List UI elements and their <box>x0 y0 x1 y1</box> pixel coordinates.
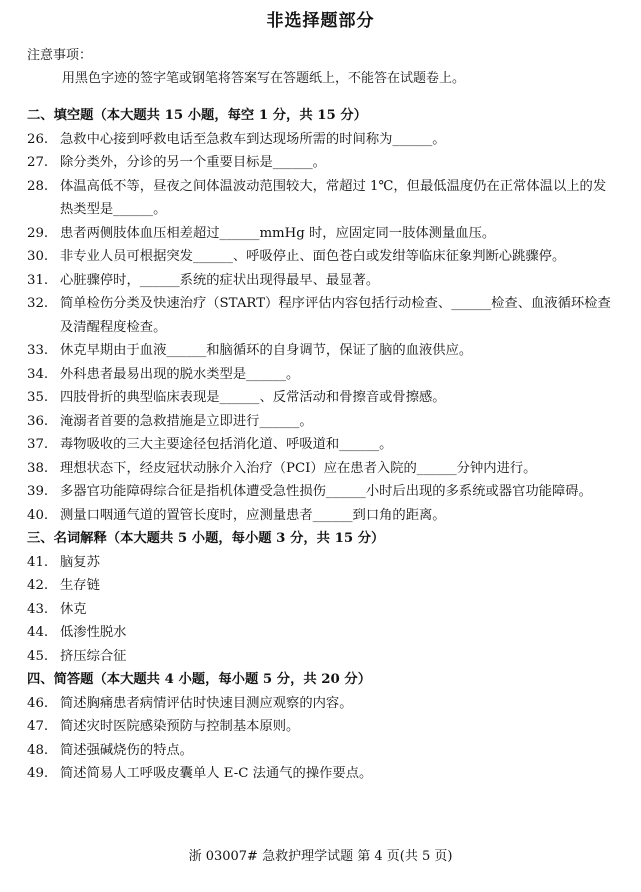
question-text: 简述强碱烧伤的特点。 <box>60 742 193 758</box>
question-number: 39. <box>27 484 49 499</box>
question-item <box>27 645 617 669</box>
question-text: 急救中心接到呼救电话至急救车到达现场所需的时间称为______。 <box>60 131 446 147</box>
question-item <box>27 292 617 339</box>
question-number: 42. <box>27 578 49 593</box>
question-number: 38. <box>27 460 49 476</box>
section-heading-terms: 三、名词解释（本大题共 5 小题，每小题 3 分，共 15 分） <box>27 531 385 546</box>
question-text: 简单检伤分类及快速治疗（START）程序评估内容包括行动检查、______检查、血液循环检查及清醒程度检查。 <box>60 296 611 335</box>
question-text: 休克早期由于血液______和脑循环的自身调节，保证了脑的血液供应。 <box>60 343 473 358</box>
section-heading-fill-in: 二、填空题（本大题共 15 小题，每空 1 分，共 15 分） <box>27 108 367 123</box>
fill-in-questions <box>27 128 617 528</box>
question-number: 45. <box>27 648 49 664</box>
question-text: 简述简易人工呼吸皮囊单人 E-C 法通气的操作要点。 <box>60 766 373 781</box>
question-number: 49. <box>27 766 49 781</box>
section-heading-short-answer: 四、简答题（本大题共 4 小题，每小题 5 分，共 20 分） <box>27 672 372 687</box>
question-item <box>27 269 617 293</box>
question-number: 34. <box>27 366 49 382</box>
question-number: 36. <box>27 413 49 429</box>
question-number: 40. <box>27 507 49 523</box>
term-questions <box>27 551 617 669</box>
question-text: 外科患者最易出现的脱水类型是______。 <box>60 366 300 382</box>
question-text: 测量口咽通气道的置管长度时，应测量患者______到口角的距离。 <box>60 507 446 523</box>
question-item <box>27 574 617 598</box>
question-text: 心脏骤停时，______系统的症状出现得最早、最显著。 <box>60 272 380 288</box>
question-text: 多器官功能障碍综合征是指机体遭受急性损伤______小时后出现的多系统或器官功能障碍。 <box>60 484 592 499</box>
question-number: 46. <box>27 695 49 711</box>
question-text: 休克 <box>60 601 87 617</box>
question-number: 30. <box>27 249 49 264</box>
question-number: 37. <box>27 437 49 452</box>
question-text: 毒物吸收的三大主要途径包括消化道、呼吸道和______。 <box>60 437 393 452</box>
question-item <box>27 739 617 763</box>
question-number: 32. <box>27 296 49 311</box>
question-number: 48. <box>27 742 49 758</box>
question-item <box>27 762 617 786</box>
question-item <box>27 551 617 575</box>
question-item <box>27 386 617 410</box>
question-number: 35. <box>27 390 49 405</box>
question-text: 简述灾时医院感染预防与控制基本原则。 <box>60 719 300 734</box>
question-text: 理想状态下，经皮冠状动脉介入治疗（PCI）应在患者入院的______分钟内进行。 <box>60 460 537 476</box>
question-number: 41. <box>27 554 49 570</box>
question-item <box>27 433 617 457</box>
question-item <box>27 175 617 222</box>
question-number: 26. <box>27 131 49 147</box>
question-number: 31. <box>27 272 49 288</box>
page-footer: 浙 03007# 急救护理学试题 第 4 页(共 5 页) <box>188 849 453 864</box>
question-item <box>27 692 617 716</box>
question-number: 28. <box>27 178 49 194</box>
question-text: 低渗性脱水 <box>60 625 127 640</box>
notice-heading: 注意事项： <box>27 48 93 63</box>
question-text: 挤压综合征 <box>60 648 127 664</box>
short-answer-questions <box>27 692 617 786</box>
question-item <box>27 363 617 387</box>
question-text: 脑复苏 <box>60 554 100 570</box>
question-text: 体温高低不等，昼夜之间体温波动范围较大，常超过 1℃，但最低温度仍在正常体温以上的发热类型是______。 <box>60 178 607 217</box>
question-text: 除分类外，分诊的另一个重要目标是______。 <box>60 155 326 170</box>
question-item <box>27 245 617 269</box>
question-text: 四肢骨折的典型临床表现是______、反常活动和骨擦音或骨擦感。 <box>60 390 446 405</box>
question-number: 33. <box>27 343 49 358</box>
question-item <box>27 339 617 363</box>
question-text: 淹溺者首要的急救措施是立即进行______。 <box>60 413 313 429</box>
question-item <box>27 410 617 434</box>
question-text: 非专业人员可根据突发______、呼吸停止、面色苍白或发绀等临床征象判断心跳骤停。 <box>60 249 566 264</box>
question-number: 43. <box>27 601 49 617</box>
question-text: 患者两侧肢体血压相差超过______mmHg 时，应固定同一肢体测量血压。 <box>60 225 496 241</box>
question-item <box>27 222 617 246</box>
notice-body: 用黑色字迹的签字笔或钢笔将答案写在答题纸上，不能答在试题卷上。 <box>62 71 466 86</box>
question-number: 29. <box>27 225 49 241</box>
question-item <box>27 715 617 739</box>
question-item <box>27 480 617 504</box>
question-item <box>27 128 617 152</box>
page-title: 非选择题部分 <box>266 11 375 31</box>
question-item <box>27 151 617 175</box>
question-text: 简述胸痛患者病情评估时快速目测应观察的内容。 <box>60 695 353 711</box>
question-item <box>27 457 617 481</box>
question-item <box>27 598 617 622</box>
question-item <box>27 621 617 645</box>
question-content <box>27 104 617 786</box>
question-number: 27. <box>27 155 49 170</box>
question-number: 44. <box>27 625 49 640</box>
question-text: 生存链 <box>60 578 100 593</box>
question-number: 47. <box>27 719 49 734</box>
question-item <box>27 504 617 528</box>
